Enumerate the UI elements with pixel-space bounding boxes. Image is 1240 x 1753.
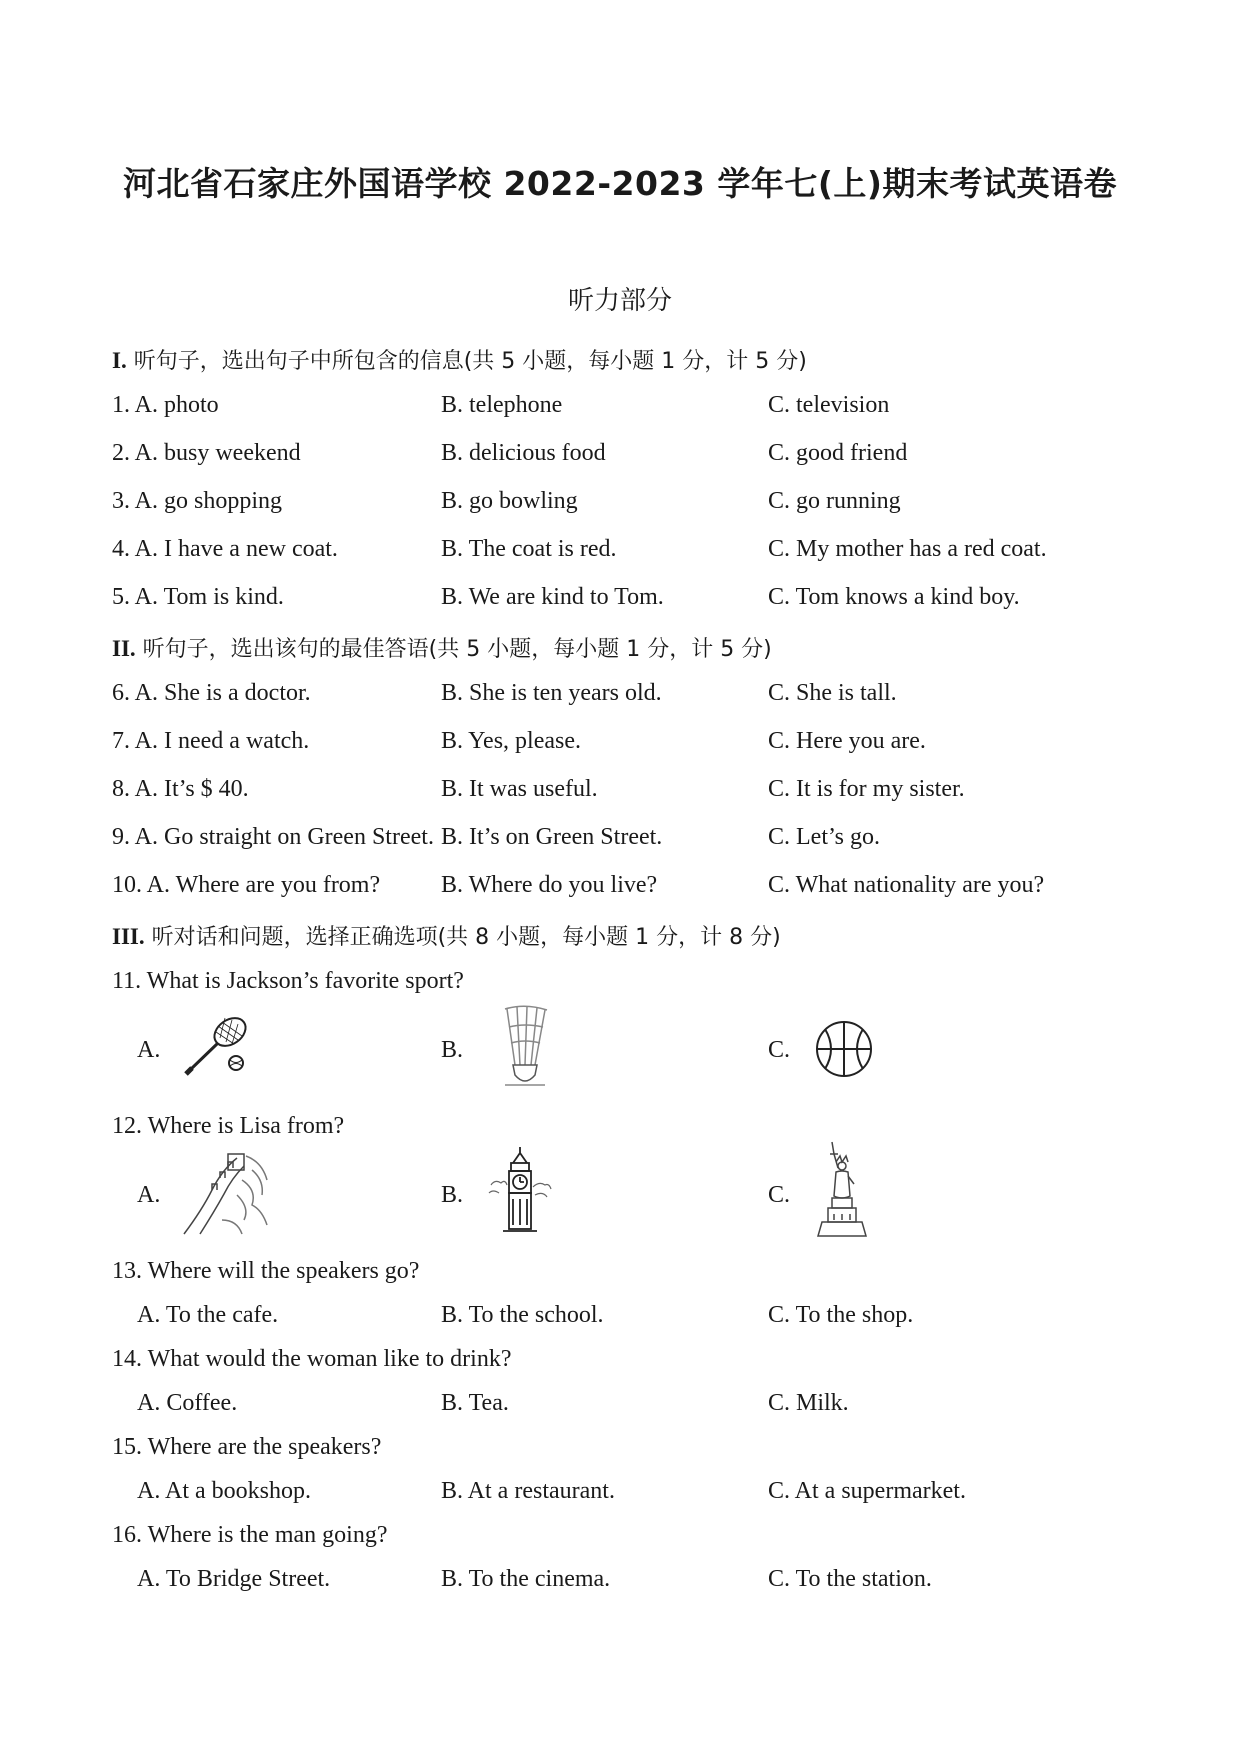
q4-option-c: C. My mother has a red coat. <box>768 536 1047 562</box>
q11-option-a-label: A. <box>137 1037 161 1063</box>
q2-option-c: C. good friend <box>768 440 908 466</box>
q16-option-c: C. To the station. <box>768 1566 932 1592</box>
q9-option-a: 9. A. Go straight on Green Street. <box>112 824 434 850</box>
q3-option-b: B. go bowling <box>441 488 578 514</box>
basketball-icon <box>813 1018 875 1080</box>
tennis-racket-icon <box>180 1010 260 1080</box>
q11-option-c-label: C. <box>768 1037 791 1063</box>
q14-question: 14. What would the woman like to drink? <box>112 1346 512 1372</box>
q13-question: 13. Where will the speakers go? <box>112 1258 420 1284</box>
q16-question: 16. Where is the man going? <box>112 1522 388 1548</box>
q12-option-a-label: A. <box>137 1182 161 1208</box>
q14-option-b: B. Tea. <box>441 1390 509 1416</box>
q10-option-b: B. Where do you live? <box>441 872 658 898</box>
q5-option-a: 5. A. Tom is kind. <box>112 584 284 610</box>
section-heading-listening: 听力部分 <box>567 286 672 316</box>
q14-option-c: C. Milk. <box>768 1390 849 1416</box>
q7-option-b: B. Yes, please. <box>441 728 582 754</box>
great-wall-icon <box>182 1150 272 1235</box>
section-text: 听句子，选出该句的最佳答语(共 5 小题，每小题 1 分，计 5 分) <box>135 637 772 662</box>
statue-of-liberty-icon <box>810 1140 872 1240</box>
q1-option-a: 1. A. photo <box>112 392 219 418</box>
q12-question: 12. Where is Lisa from? <box>112 1113 345 1139</box>
q3-option-c: C. go running <box>768 488 901 514</box>
q8-option-b: B. It was useful. <box>441 776 598 802</box>
section-text: 听对话和问题，选择正确选项(共 8 小题，每小题 1 分，计 8 分) <box>144 925 781 950</box>
q16-option-b: B. To the cinema. <box>441 1566 611 1592</box>
q1-option-b: B. telephone <box>441 392 563 418</box>
q15-option-c: C. At a supermarket. <box>768 1478 966 1504</box>
q2-option-b: B. delicious food <box>441 440 606 466</box>
q14-option-a: A. Coffee. <box>137 1390 238 1416</box>
q8-option-a: 8. A. It’s $ 40. <box>112 776 249 802</box>
section-ii-instructions <box>112 632 772 663</box>
q7-option-c: C. Here you are. <box>768 728 926 754</box>
q10-option-c: C. What nationality are you? <box>768 872 1045 898</box>
q9-option-b: B. It’s on Green Street. <box>441 824 663 850</box>
q4-option-a: 4. A. I have a new coat. <box>112 536 338 562</box>
section-number: I. <box>112 348 127 373</box>
q11-option-b-label: B. <box>441 1037 464 1063</box>
q13-option-b: B. To the school. <box>441 1302 604 1328</box>
q7-option-a: 7. A. I need a watch. <box>112 728 310 754</box>
q16-option-a: A. To Bridge Street. <box>137 1566 331 1592</box>
section-number: II. <box>112 636 136 661</box>
q15-option-b: B. At a restaurant. <box>441 1478 615 1504</box>
q6-option-b: B. She is ten years old. <box>441 680 662 706</box>
q10-option-a: 10. A. Where are you from? <box>112 872 381 898</box>
big-ben-icon <box>485 1145 555 1235</box>
q6-option-c: C. She is tall. <box>768 680 897 706</box>
section-number: III. <box>112 924 145 949</box>
q15-question: 15. Where are the speakers? <box>112 1434 382 1460</box>
page-title: 河北省石家庄外国语学校 2022-2023 学年七(上)期末考试英语卷 <box>122 164 1118 203</box>
section-iii-instructions <box>112 920 781 951</box>
q2-option-a: 2. A. busy weekend <box>112 440 301 466</box>
q8-option-c: C. It is for my sister. <box>768 776 965 802</box>
q12-option-c-label: C. <box>768 1182 791 1208</box>
q13-option-a: A. To the cafe. <box>137 1302 279 1328</box>
q15-option-a: A. At a bookshop. <box>137 1478 311 1504</box>
q13-option-c: C. To the shop. <box>768 1302 914 1328</box>
q1-option-c: C. television <box>768 392 890 418</box>
q11-question: 11. What is Jackson’s favorite sport? <box>112 968 464 994</box>
q12-option-b-label: B. <box>441 1182 464 1208</box>
section-text: 听句子，选出句子中所包含的信息(共 5 小题，每小题 1 分，计 5 分) <box>126 349 807 374</box>
q5-option-c: C. Tom knows a kind boy. <box>768 584 1020 610</box>
section-i-instructions <box>112 344 807 375</box>
q3-option-a: 3. A. go shopping <box>112 488 283 514</box>
q9-option-c: C. Let’s go. <box>768 824 880 850</box>
q5-option-b: B. We are kind to Tom. <box>441 584 664 610</box>
q4-option-b: B. The coat is red. <box>441 536 617 562</box>
shuttlecock-icon <box>495 1005 555 1090</box>
q6-option-a: 6. A. She is a doctor. <box>112 680 311 706</box>
